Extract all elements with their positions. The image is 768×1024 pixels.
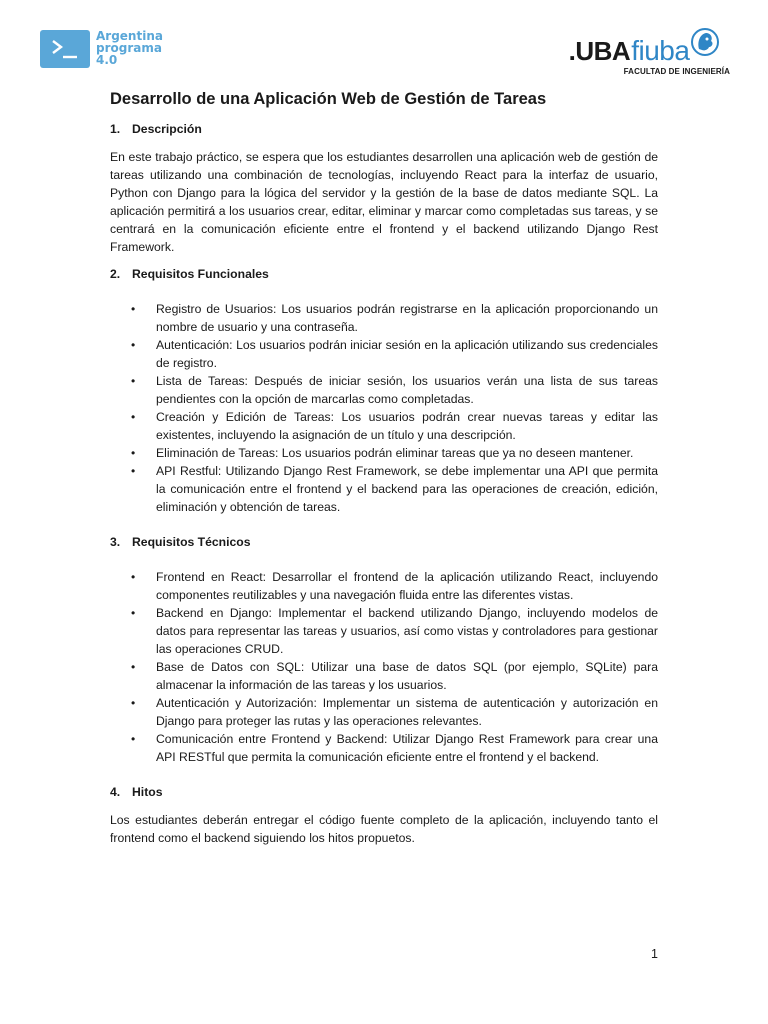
fiuba-wordmark: fiuba (631, 35, 690, 66)
list-item-text: Comunicación entre Frontend y Backend: Utilizar Django Rest Framework para crear una API RESTful que permita la comunicación eficiente entre el frontend y el backend. (156, 732, 658, 764)
section-title: Hitos (132, 785, 163, 799)
section-title: Descripción (132, 122, 202, 136)
page-header (0, 0, 768, 80)
list-item-text: Eliminación de Tareas: Los usuarios podrán eliminar tareas que ya no deseen mantener. (156, 446, 634, 460)
list-item (110, 604, 658, 658)
bullet-icon: • (131, 374, 136, 388)
section-heading-descripcion (110, 120, 658, 138)
list-item (110, 462, 658, 516)
logo-line-1: Argentina (96, 29, 163, 43)
logo-line-2: programa (96, 41, 162, 55)
faculty-caption: FACULTAD DE INGENIERÍA (623, 67, 730, 76)
list-item-text: Base de Datos con SQL: Utilizar una base de datos SQL (por ejemplo, SQLite) para almacenar la información de las tareas y los usuarios. (156, 660, 658, 692)
section-number: 1. (110, 122, 121, 136)
bullet-icon: • (131, 338, 136, 352)
uba-wordmark: .UBA (568, 36, 631, 66)
list-item-text: Registro de Usuarios: Los usuarios podrán registrarse en la aplicación proporcionando un nombre de usuario y una contraseña. (156, 302, 658, 334)
list-item (110, 658, 658, 694)
functional-requirements-list (110, 300, 658, 516)
bullet-icon: • (131, 464, 136, 478)
list-item-text: Autenticación y Autorización: Implementar un sistema de autenticación y autorización en Django para proteger las rutas y las operaciones relevantes. (156, 696, 658, 728)
section-heading-requisitos-tecnicos (110, 533, 658, 551)
list-item-text: Lista de Tareas: Después de iniciar sesión, los usuarios verán una lista de sus tareas pendientes con la opción de marcarlas como completadas. (156, 374, 658, 406)
bullet-icon: • (131, 732, 136, 746)
section-number: 3. (110, 535, 121, 549)
minerva-emblem-icon (691, 27, 719, 62)
argentina-programa-wordmark (96, 30, 163, 66)
milestones-paragraph: Los estudiantes deberán entregar el código fuente completo de la aplicación, incluyendo tanto el frontend como el backend siguiendo los hitos propuetos. (110, 813, 658, 845)
bullet-icon: • (131, 410, 136, 424)
technical-requirements-list (110, 568, 658, 766)
bullet-icon: • (131, 446, 136, 460)
description-paragraph: En este trabajo práctico, se espera que los estudiantes desarrollen una aplicación web de gestión de tareas utilizando una combinación de tecnologías, incluyendo React para la interfaz de usuario, Python con Django para la lógica del servidor y la gestión de la base de datos mediante SQL. La aplicación permitirá a los usuarios crear, editar, eliminar y marcar como completadas sus tareas, y se centrará en la comunicación eficiente entre el frontend y el backend utilizando Django Rest Framework. (110, 150, 658, 254)
bullet-icon: • (131, 606, 136, 620)
list-item (110, 444, 658, 462)
document-title: Desarrollo de una Aplicación Web de Gestión de Tareas (110, 90, 547, 108)
list-item-text: Creación y Edición de Tareas: Los usuarios podrán crear nuevas tareas y editar las existentes, incluyendo la asignación de un título y una descripción. (156, 410, 658, 442)
list-item (110, 300, 658, 336)
section-title: Requisitos Funcionales (132, 267, 269, 281)
section-heading-hitos (110, 783, 658, 801)
bullet-icon: • (131, 570, 136, 584)
section-number: 2. (110, 267, 121, 281)
list-item-text: API Restful: Utilizando Django Rest Framework, se debe implementar una API que permita la comunicación entre el frontend y el backend para las operaciones de creación, edición, eliminación y obtención de tareas. (156, 464, 658, 514)
list-item (110, 372, 658, 408)
list-item (110, 694, 658, 730)
logo-line-3: 4.0 (96, 53, 118, 67)
section-title: Requisitos Técnicos (132, 535, 251, 549)
terminal-prompt-icon (40, 30, 90, 68)
document-body (110, 88, 658, 847)
bullet-icon: • (131, 302, 136, 316)
list-item (110, 730, 658, 766)
list-item (110, 336, 658, 372)
list-item-text: Frontend en React: Desarrollar el frontend de la aplicación utilizando React, incluyendo componentes reutilizables y una navegación fluida entre las diferentes vistas. (156, 570, 658, 602)
argentina-programa-logo (40, 30, 163, 68)
page-number: 1 (651, 947, 658, 961)
section-heading-requisitos-funcionales (110, 265, 658, 283)
list-item-text: Autenticación: Los usuarios podrán iniciar sesión en la aplicación utilizando sus credenciales de registro. (156, 338, 658, 370)
bullet-icon: • (131, 660, 136, 674)
uba-fiuba-logo (569, 27, 730, 76)
section-number: 4. (110, 785, 121, 799)
list-item (110, 568, 658, 604)
bullet-icon: • (131, 696, 136, 710)
list-item (110, 408, 658, 444)
list-item-text: Backend en Django: Implementar el backend utilizando Django, incluyendo modelos de datos para representar las tareas y usuarios, así como vistas y controladores para gestionar las operaciones CRUD. (156, 606, 658, 656)
